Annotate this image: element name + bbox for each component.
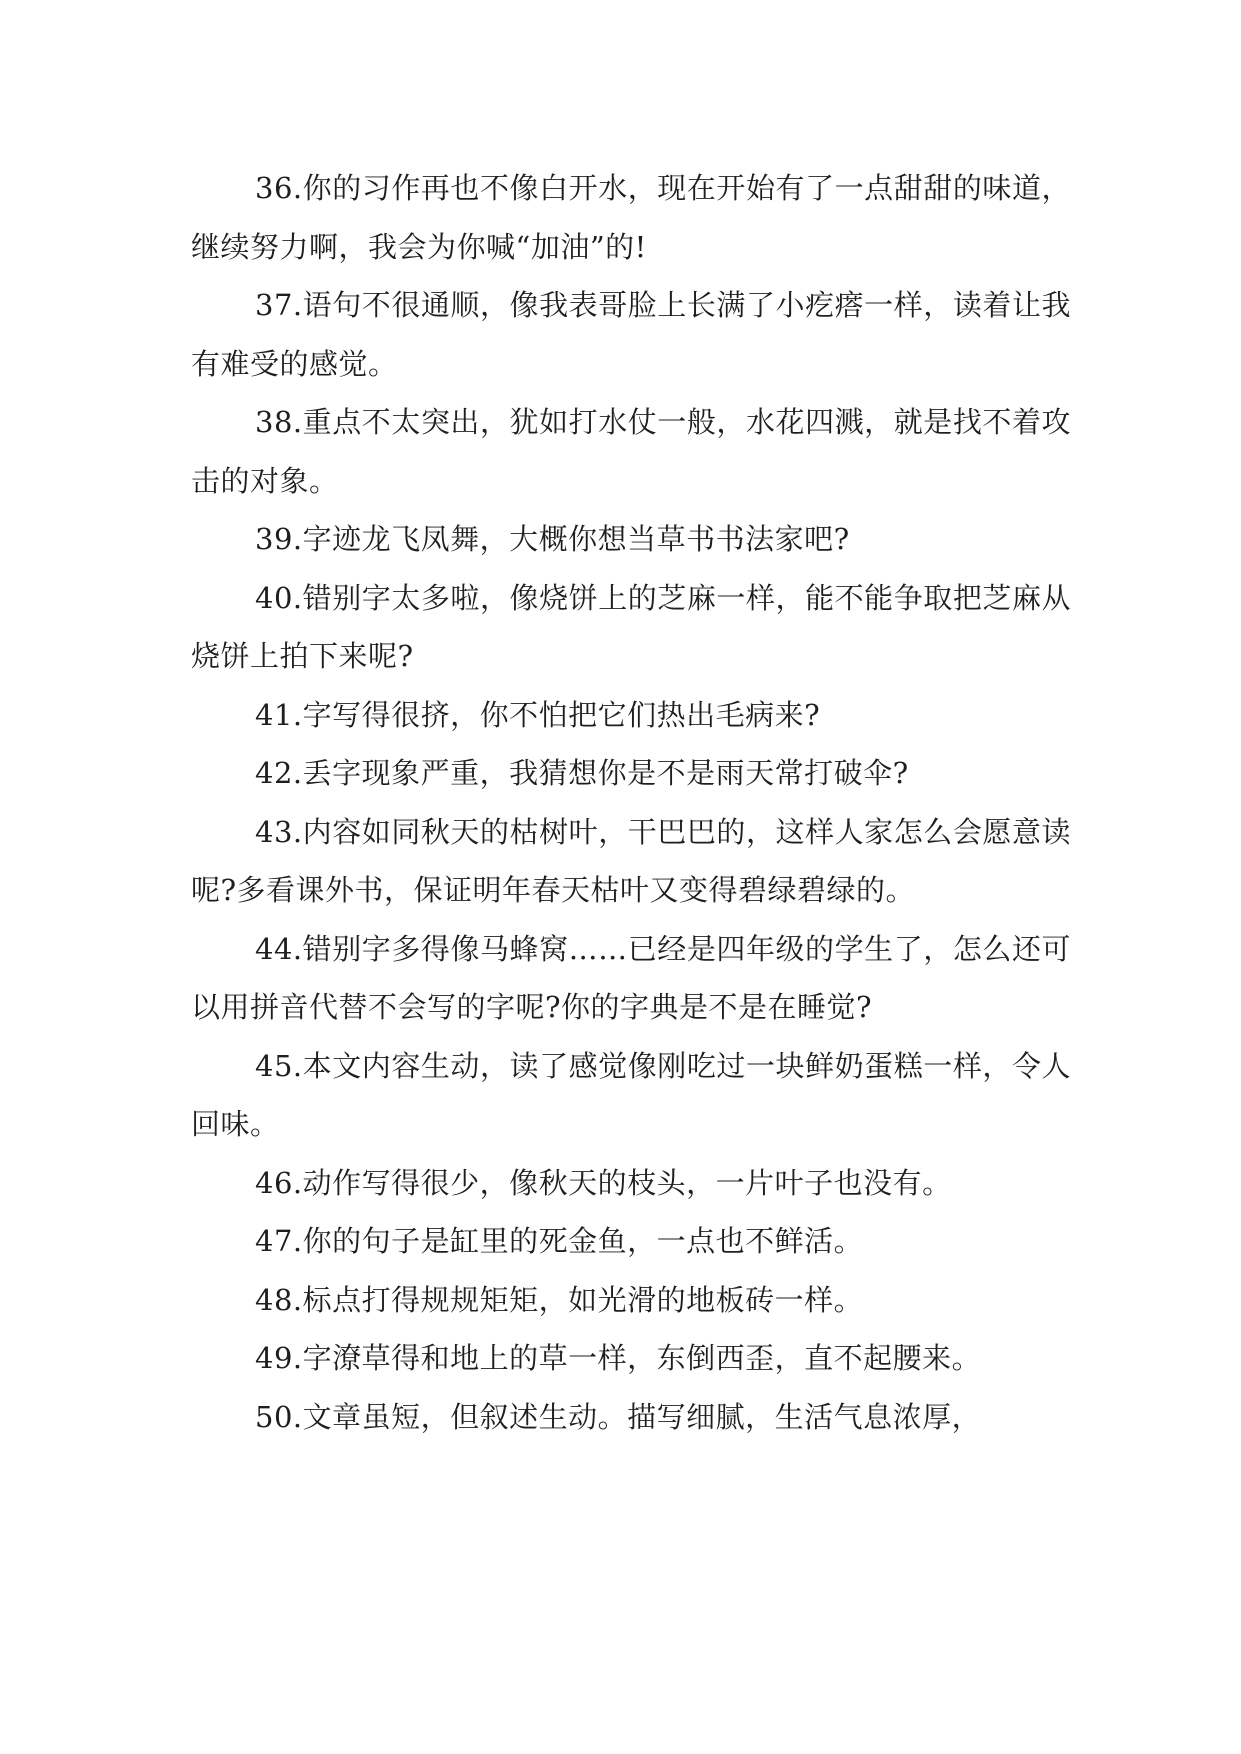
paragraph-41: 41.字写得很挤，你不怕把它们热出毛病来? [255, 697, 821, 732]
paragraph-40: 40.错别字太多啦，像烧饼上的芝麻一样，能不能争取把芝麻从烧饼上拍下来呢? [191, 580, 1071, 673]
document-body [191, 159, 1071, 1446]
paragraph-49: 49.字潦草得和地上的草一样，东倒西歪，直不起腰来。 [255, 1341, 982, 1375]
paragraph-48: 48.标点打得规规矩矩，如光滑的地板砖一样。 [255, 1282, 864, 1317]
paragraph-45: 45.本文内容生动，读了感觉像刚吃过一块鲜奶蛋糕一样，令人回味。 [191, 1048, 1071, 1141]
paragraph-47: 47.你的句子是缸里的死金鱼，一点也不鲜活。 [255, 1224, 864, 1258]
paragraph-46: 46.动作写得很少，像秋天的枝头，一片叶子也没有。 [255, 1165, 952, 1200]
paragraph-50: 50.文章虽短，但叙述生动。描写细腻，生活气息浓厚， [255, 1399, 982, 1434]
paragraph-43: 43.内容如同秋天的枯树叶，干巴巴的，这样人家怎么会愿意读呢?多看课外书，保证明年春天枯叶又变得碧绿碧绿的。 [191, 814, 1071, 907]
paragraph-36: 36.你的习作再也不像白开水，现在开始有了一点甜甜的味道，继续努力啊，我会为你喊“加油”的! [191, 171, 1071, 264]
paragraph-37: 37.语句不很通顺，像我表哥脸上长满了小疙瘩一样，读着让我有难受的感觉。 [191, 288, 1071, 381]
paragraph-42: 42.丢字现象严重，我猜想你是不是雨天常打破伞? [255, 756, 909, 790]
paragraph-44: 44.错别字多得像马蜂窝……已经是四年级的学生了，怎么还可以用拼音代替不会写的字呢?你的字典是不是在睡觉? [191, 931, 1071, 1024]
paragraph-39: 39.字迹龙飞凤舞，大概你想当草书书法家吧? [255, 522, 850, 556]
paragraph-38: 38.重点不太突出，犹如打水仗一般，水花四溅，就是找不着攻击的对象。 [191, 405, 1071, 498]
